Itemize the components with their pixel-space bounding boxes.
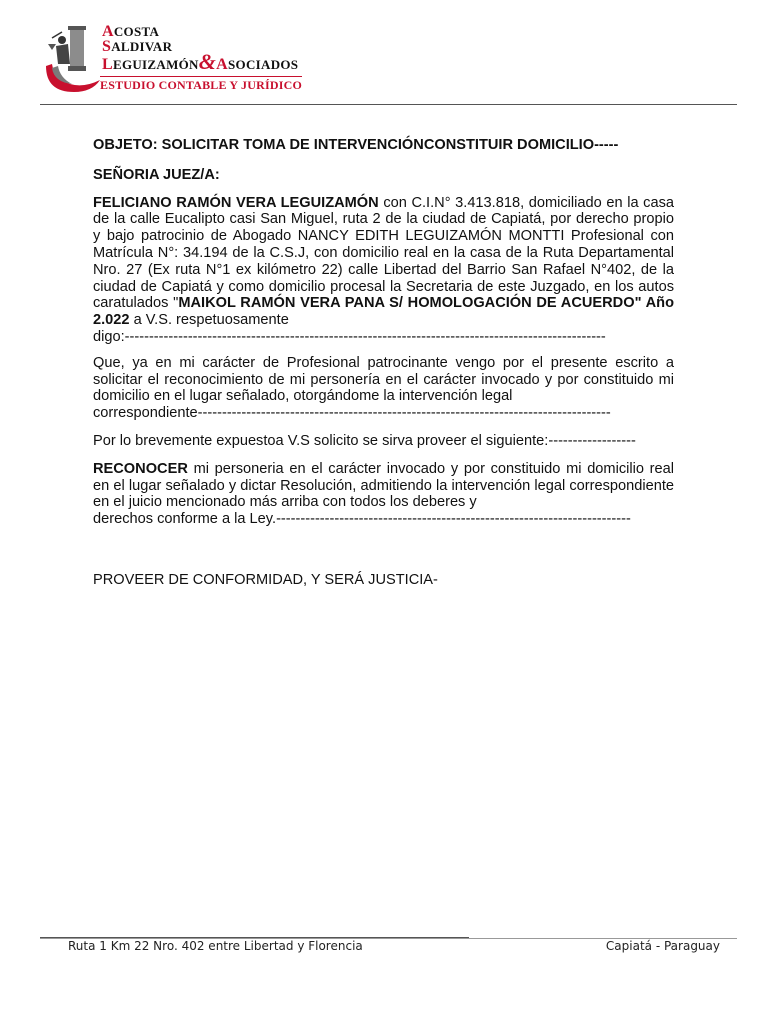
- header-divider: [40, 104, 737, 105]
- case-title: MAIKOL RAMÓN VERA PANA S/ HOMOLOGACIÓN DE ACUERDO" Año 2.022: [93, 295, 674, 329]
- logo-line-saldivar: SALDIVAR: [102, 38, 173, 55]
- objeto-heading: OBJETO: SOLICITAR TOMA DE INTERVENCIÓNCONSTITUIR DOMICILIO-----: [93, 137, 619, 153]
- logo-line-leguizamon: LEGUIZAMÓN&ASOCIADOS: [102, 49, 299, 74]
- footer-address: Ruta 1 Km 22 Nro. 402 entre Libertad y Florencia: [68, 939, 363, 953]
- salutation: SEÑORIA JUEZ/A:: [93, 166, 220, 183]
- logo-subtitle: ESTUDIO CONTABLE Y JURÍDICO: [100, 78, 302, 92]
- paragraph-petition-intro: Por lo brevemente expuestoa V.S solicito se sirva proveer el siguiente:------------------: [93, 432, 636, 449]
- document-body: [93, 137, 674, 589]
- recognize-keyword: RECONOCER: [93, 460, 188, 477]
- paragraph-recognize-end: derechos conforme a la Ley.-------------------------------------------------------------------------: [93, 511, 631, 528]
- paragraph-presentation: FELICIANO RAMÓN VERA LEGUIZAMÓN con C.I.N° 3.413.818, domiciliado en la casa de la calle Eucalipto casi San Miguel, ruta 2 de la ciudad de Capiatá, por derecho propio y bajo patrocinio de Abogado NANCY EDITH LEGUIZAMÓN MONTTI Profesional con Matrícula N°: 34.194 de la C.S.J, con domicilio real en la casa de la Ruta Departamental Nro. 27 (Ex ruta N°1 ex kilómetro 22) calle Libertad del Barrio San Rafael N°402, de la ciudad de Capiatá y como domicilio procesal la Secretaria de este Juzgado, en los autos caratulados "MAIKOL RAMÓN VERA PANA S/ HOMOLOGACIÓN DE ACUERDO" Año 2.022 a V.S. respetuosamente: [93, 194, 674, 329]
- paragraph-request: Que, ya en mi carácter de Profesional patrocinante vengo por el presente escrito a solicitar el reconocimiento de mi personería en el carácter invocado y por constituido mi domicilio en el lugar señalado, otorgándome la intervención legal: [93, 354, 674, 405]
- closing-line: PROVEER DE CONFORMIDAD, Y SERÁ JUSTICIA-: [93, 571, 438, 588]
- paragraph-request-end: correspondiente-------------------------------------------------------------------------------------: [93, 405, 611, 422]
- petitioner-name: FELICIANO RAMÓN VERA LEGUIZAMÓN: [93, 194, 379, 211]
- paragraph-presentation-end: digo:---------------------------------------------------------------------------------------------------: [93, 328, 606, 345]
- paragraph-recognize: RECONOCER mi personeria en el carácter invocado y por constituido mi domicilio real en el lugar señalado y dictar Resolución, admitiendo la intervención legal correspondiente en el juicio mencionado más arriba con todos los deberes y: [93, 460, 674, 511]
- logo-line-acosta: ACOSTA: [102, 23, 160, 40]
- footer-location: Capiatá - Paraguay: [605, 939, 720, 953]
- firm-logo: [40, 18, 320, 98]
